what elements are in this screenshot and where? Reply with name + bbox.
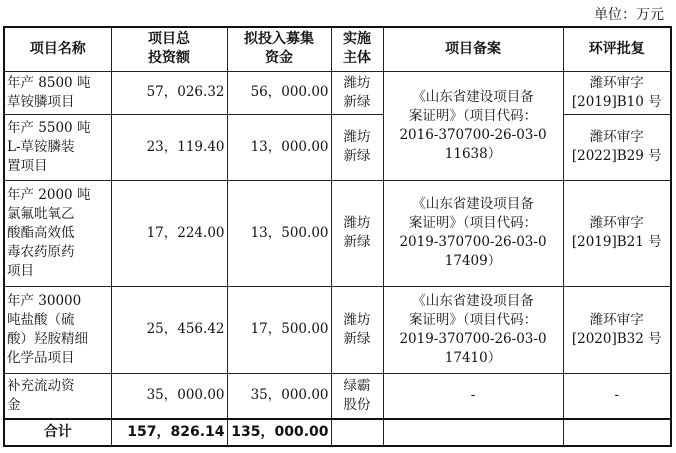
- total-investment-cell: 17，224.00: [111, 180, 227, 286]
- env-approval-cell: -: [563, 373, 671, 419]
- record-cell: -: [383, 373, 563, 419]
- project-table: [3, 26, 672, 447]
- table-row: [4, 286, 671, 373]
- total-investment-sum-cell: 157，826.14: [111, 419, 227, 446]
- record-cell: 《山东省建设项目备 案证明》（项目代码： 2016-370700-26-03-0 11638）: [383, 71, 563, 180]
- raised-funds-cell: 13，500.00: [227, 180, 331, 286]
- raised-funds-sum-cell: 135，000.00: [227, 419, 331, 446]
- project-name-cell: 年产 2000 吨 氯氟吡氧乙 酸酯高效低 毒农药原药 项目: [4, 180, 111, 286]
- total-row: [4, 419, 671, 446]
- raised-funds-cell: 35，000.00: [227, 373, 331, 419]
- table-row: [4, 114, 671, 180]
- total-investment-cell: 23，119.40: [111, 114, 227, 180]
- record-cell: 《山东省建设项目备 案证明》（项目代码： 2019-370700-26-03-0 17410）: [383, 286, 563, 373]
- entity-cell: 绿霸 股份: [331, 373, 383, 419]
- total-label-cell: 合计: [4, 419, 111, 446]
- raised-funds-cell: 56，000.00: [227, 71, 331, 114]
- entity-cell: 潍坊 新绿: [331, 114, 383, 180]
- entity-cell: 潍坊 新绿: [331, 286, 383, 373]
- env-approval-cell: 潍环审字 [2019]B21 号: [563, 180, 671, 286]
- header-total-investment: 项目总 投资额: [111, 27, 227, 71]
- header-raised-funds: 拟投入募集 资金: [227, 27, 331, 71]
- project-name-cell: 年产 30000 吨盐酸（硫 酸）羟胺精细 化学品项目: [4, 286, 111, 373]
- empty-cell: [383, 419, 563, 446]
- header-project-name: 项目名称: [4, 27, 111, 71]
- table-row: [4, 373, 671, 419]
- project-name-cell: 补充流动资 金: [4, 373, 111, 419]
- record-cell: 《山东省建设项目备 案证明》（项目代码： 2019-370700-26-03-0 17409）: [383, 180, 563, 286]
- table-row: [4, 71, 671, 114]
- project-name-cell: 年产 5500 吨 L-草铵膦装 置项目: [4, 114, 111, 180]
- header-env-approval: 环评批复: [563, 27, 671, 71]
- raised-funds-cell: 13，000.00: [227, 114, 331, 180]
- unit-label: 单位：万元: [594, 7, 664, 23]
- total-investment-cell: 35，000.00: [111, 373, 227, 419]
- header-row: [4, 27, 671, 71]
- total-investment-cell: 57，026.32: [111, 71, 227, 114]
- entity-cell: 潍坊 新绿: [331, 71, 383, 114]
- env-approval-cell: 潍环审字 [2020]B32 号: [563, 286, 671, 373]
- total-investment-cell: 25，456.42: [111, 286, 227, 373]
- table-row: [4, 180, 671, 286]
- header-implementing-entity: 实施 主体: [331, 27, 383, 71]
- env-approval-cell: 潍环审字 [2022]B29 号: [563, 114, 671, 180]
- project-name-cell: 年产 8500 吨 草铵膦项目: [4, 71, 111, 114]
- entity-cell: 潍坊 新绿: [331, 180, 383, 286]
- header-project-record: 项目备案: [383, 27, 563, 71]
- env-approval-cell: 潍环审字 [2019]B10 号: [563, 71, 671, 114]
- raised-funds-cell: 17，500.00: [227, 286, 331, 373]
- empty-cell: [563, 419, 671, 446]
- empty-cell: [331, 419, 383, 446]
